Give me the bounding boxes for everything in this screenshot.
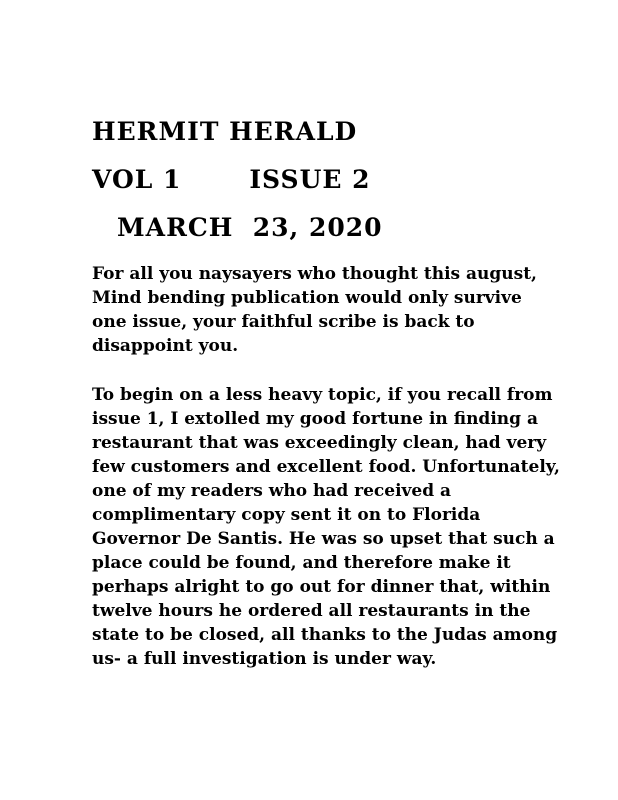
volume-issue-line: VOL 1 ISSUE 2 <box>92 165 371 194</box>
issue-date: MARCH 23, 2020 <box>117 213 383 242</box>
article-paragraph-intro: For all you naysayers who thought this august, Mind bending publication would only survive one issue, your faithful scribe is back to disappoint you. <box>92 264 537 356</box>
article-paragraph-restaurant: To begin on a less heavy topic, if you recall from issue 1, I extolled my good fortune in finding a restaurant that was exceedingly clean, had very few customers and excellent food. Unfortunately, one of my readers who had received a complimentary copy sent it on to Florida Governor De Santis. He was so upset that such a place could be found, and therefore make it perhaps alright to go out for dinner that, within twelve hours he ordered all restaurants in the state to be closed, all thanks to the Judas among us- a full investigation is under way. <box>92 385 560 669</box>
article-body <box>92 262 562 671</box>
newsletter-title: HERMIT HERALD <box>92 117 358 146</box>
